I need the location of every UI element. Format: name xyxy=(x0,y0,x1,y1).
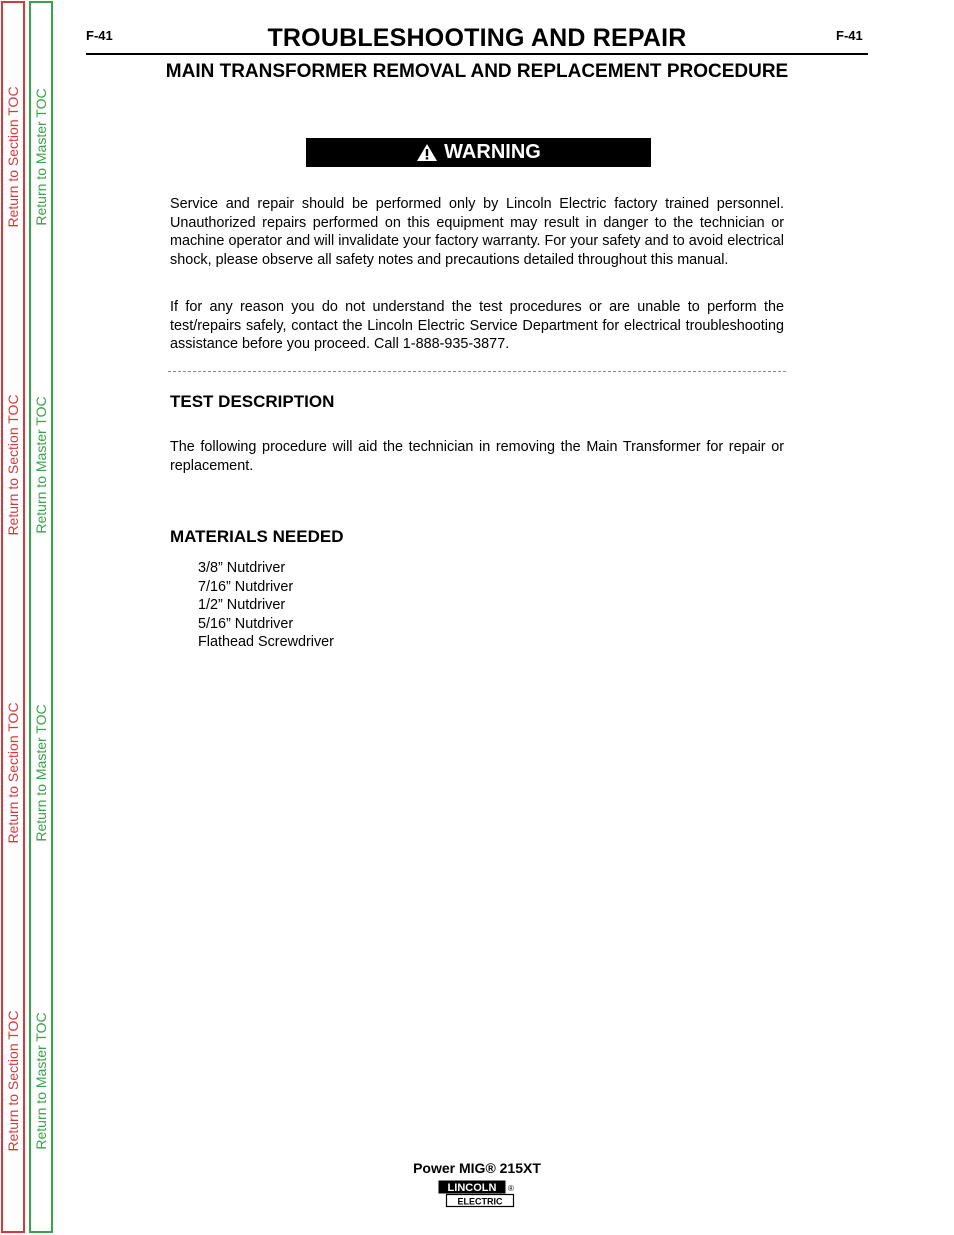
title-divider xyxy=(86,53,868,55)
warning-label: WARNING xyxy=(444,141,541,163)
return-to-section-toc-link[interactable]: Return to Section TOC xyxy=(5,702,21,844)
list-item: 1/2” Nutdriver xyxy=(198,597,286,614)
list-item: Flathead Screwdriver xyxy=(198,634,334,651)
page-number-right: F-41 xyxy=(836,28,863,43)
materials-heading: MATERIALS NEEDED xyxy=(170,527,344,546)
lincoln-electric-logo xyxy=(438,1180,516,1208)
test-description-heading: TEST DESCRIPTION xyxy=(170,392,335,411)
return-to-section-toc-link[interactable]: Return to Section TOC xyxy=(5,1010,21,1152)
return-to-master-toc-link[interactable]: Return to Master TOC xyxy=(33,396,49,534)
list-item: 5/16” Nutdriver xyxy=(198,615,294,632)
logo-top-text: LINCOLN xyxy=(447,1182,497,1194)
test-description-text: The following procedure will aid the technician in removing the Main Transformer for repair or replacement. xyxy=(170,439,784,474)
return-to-section-toc-link[interactable]: Return to Section TOC xyxy=(5,394,21,536)
return-to-master-toc-link[interactable]: Return to Master TOC xyxy=(33,88,49,226)
return-to-master-toc-link[interactable]: Return to Master TOC xyxy=(33,1012,49,1150)
warning-triangle-icon xyxy=(416,143,438,162)
return-to-section-toc-link[interactable]: Return to Section TOC xyxy=(5,86,21,228)
warning-banner xyxy=(306,138,651,167)
assistance-paragraph: If for any reason you do not understand the test procedures or are unable to perform the test/repairs safely, contact the Lincoln Electric Service Department for electrical troubleshooting assistance before you proceed. Call 1-888-935-3877. xyxy=(170,299,784,353)
page-number-left: F-41 xyxy=(86,28,113,43)
master-toc-bar xyxy=(29,1,53,1233)
logo-registered-mark: ® xyxy=(508,1184,514,1193)
procedure-title: MAIN TRANSFORMER REMOVAL AND REPLACEMENT PROCEDURE xyxy=(165,61,789,82)
product-name: Power MIG® 215XT xyxy=(413,1160,541,1176)
section-toc-bar xyxy=(1,1,25,1233)
return-to-master-toc-link[interactable]: Return to Master TOC xyxy=(33,704,49,842)
list-item: 3/8” Nutdriver xyxy=(198,560,286,576)
section-divider xyxy=(168,371,786,372)
list-item: 7/16” Nutdriver xyxy=(198,578,294,595)
logo-bottom-text: ELECTRIC xyxy=(457,1196,503,1207)
page-title: TROUBLESHOOTING AND REPAIR xyxy=(267,24,687,52)
materials-list xyxy=(198,559,334,652)
safety-paragraph: Service and repair should be performed only by Lincoln Electric factory trained personnel. Unauthorized repairs performed on this equipment may result in danger to the technician or machine operator and will invalidate your factory warranty. For your safety and to avoid electrical shock, please observe all safety notes and precautions detailed throughout this manual. xyxy=(170,196,784,268)
